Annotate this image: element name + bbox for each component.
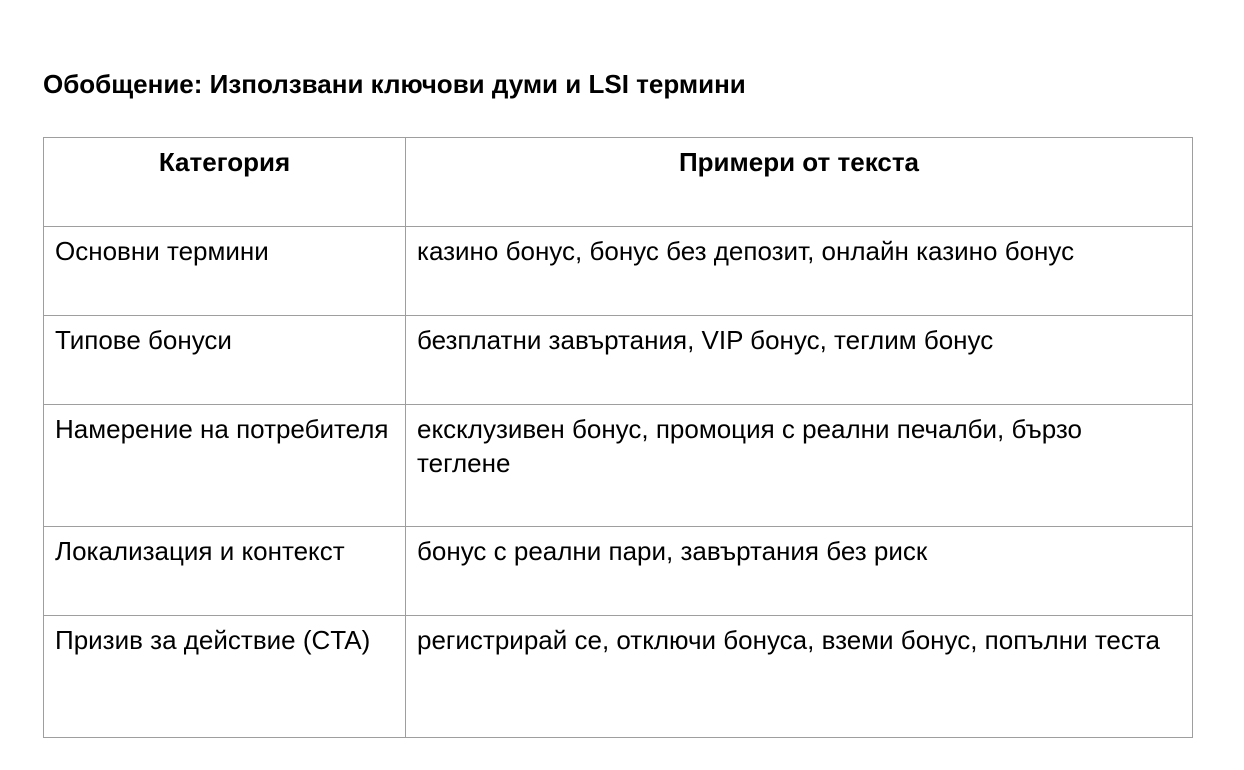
table-header-row [44, 138, 1193, 227]
examples-cell: казино бонус, бонус без депозит, онлайн казино бонус [406, 227, 1193, 316]
table-row [44, 527, 1193, 616]
table-row [44, 616, 1193, 738]
header-examples: Примери от текста [406, 138, 1193, 227]
examples-cell: бонус с реални пари, завъртания без риск [406, 527, 1193, 616]
category-cell: Типове бонуси [44, 316, 406, 405]
category-cell: Локализация и контекст [44, 527, 406, 616]
table-row [44, 227, 1193, 316]
header-category: Категория [44, 138, 406, 227]
examples-cell: безплатни завъртания, VIP бонус, теглим бонус [406, 316, 1193, 405]
examples-cell: ексклузивен бонус, промоция с реални печалби, бързо теглене [406, 405, 1193, 527]
table-row [44, 405, 1193, 527]
category-cell: Намерение на потребителя [44, 405, 406, 527]
keywords-table [43, 137, 1193, 738]
table-row [44, 316, 1193, 405]
category-cell: Призив за действие (CTA) [44, 616, 406, 738]
page-title: Обобщение: Използвани ключови думи и LSI термини [43, 69, 746, 99]
examples-cell: регистрирай се, отключи бонуса, вземи бонус, попълни теста [406, 616, 1193, 738]
category-cell: Основни термини [44, 227, 406, 316]
